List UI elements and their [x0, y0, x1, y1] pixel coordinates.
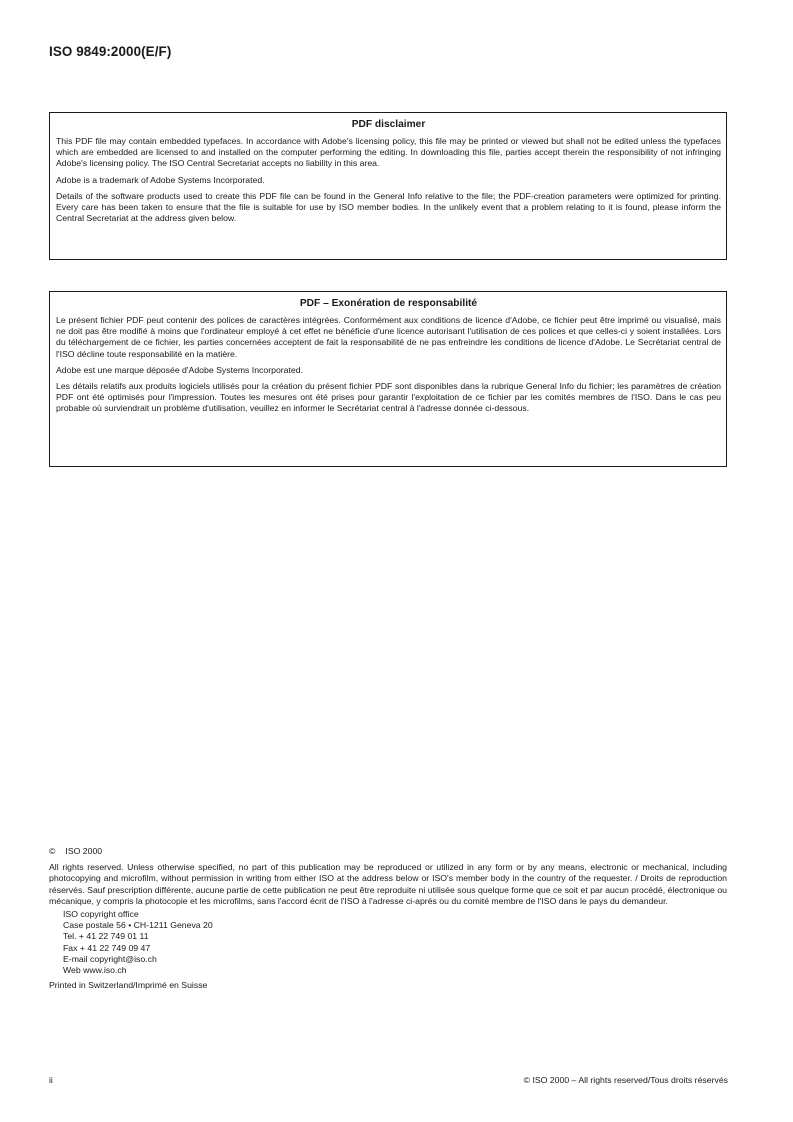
pdf-disclaimer-box-french: [49, 291, 727, 467]
disclaimer-paragraph: Le présent fichier PDF peut contenir des polices de caractères intégrées. Conformément aux conditions de licence d'Adobe, ce fichier peut être imprimé ou visualisé, mais ne doit pas être modifié à moins que l'ordinateur employé à cet effet ne bénéficie d'une licence autorisant l'utilisation de ces polices et que celles-ci y soient installées. Lors du téléchargement de ce fichier, les parties concernées acceptent de fait la responsabilité de ne pas enfreindre les conditions de licence d'Adobe. Le Secrétariat central de l'ISO décline toute responsabilité en la matière.: [56, 315, 721, 359]
printed-location: Printed in Switzerland/Imprimé en Suisse: [49, 980, 208, 991]
copyright-icon: ©: [49, 846, 56, 856]
address-line-fax: Fax + 41 22 749 09 47: [63, 942, 151, 953]
address-line: Case postale 56 • CH-1211 Geneva 20: [63, 920, 213, 931]
address-line-phone: Tel. + 41 22 749 01 11: [63, 931, 149, 942]
copyright-rights-text: All rights reserved. Unless otherwise specified, no part of this publication may be reproduced or utilized in any form or by any means, electronic or mechanical, including photocopying and microfilm, without permission in writing from either ISO at the address below or ISO's member body in the country of the requester. / Droits de reproduction réservés. Sauf prescription différente, aucune partie de cette publication ne peut être reproduite ni utilisée sous quelque forme que ce soit et par aucun procédé, électronique ou mécanique, y compris la photocopie et les microfilms, sans l'accord écrit de l'ISO à l'adresse ci-après ou du comité membre de l'ISO dans le pays du demandeur.: [49, 862, 727, 906]
address-line-email: E-mail copyright@iso.ch: [63, 953, 157, 964]
copyright-holder: ISO 2000: [65, 846, 103, 856]
disclaimer-paragraph: This PDF file may contain embedded typefaces. In accordance with Adobe's licensing policy, this file may be printed or viewed but shall not be edited unless the typefaces which are embedded are licensed to and installed on the computer performing the editing. In downloading this file, parties accept therein the responsibility of not infringing Adobe's licensing policy. The ISO Central Secretariat accepts no liability in this area.: [56, 136, 721, 169]
document-id: ISO 9849:2000(E/F): [49, 44, 172, 59]
page-number: ii: [49, 1075, 53, 1085]
copyright-section: [49, 846, 727, 991]
copyright-heading: [49, 846, 727, 857]
disclaimer-title: PDF disclaimer: [351, 119, 426, 130]
disclaimer-paragraph: Les détails relatifs aux produits logiciels utilisés pour la création du présent fichier PDF sont disponibles dans la rubrique General Info du fichier; les paramètres de création PDF ont été optimisés pour l'impression. Toutes les mesures ont été prises pour garantir l'exploitation de ce fichier par les comités membres de l'ISO. Dans le cas peu probable où surviendrait un problème d'utilisation, veuillez en informer le Secrétariat central à l'adresse donnée ci-dessous.: [56, 381, 721, 414]
address-line-web: Web www.iso.ch: [63, 965, 127, 976]
disclaimer-paragraph: Adobe is a trademark of Adobe Systems Incorporated.: [56, 174, 265, 185]
disclaimer-paragraph: Details of the software products used to create this PDF file can be found in the General Info relative to the file; the PDF-creation parameters were optimized for printing. Every care has been taken to ensure that the file is suitable for use by ISO member bodies. In the unlikely event that a problem relating to it is found, please inform the Central Secretariat at the address given below.: [56, 190, 721, 224]
iso-copyright-office-address: [63, 909, 727, 976]
disclaimer-title: PDF – Exonération de responsabilité: [299, 298, 478, 309]
address-line: ISO copyright office: [63, 909, 139, 920]
disclaimer-paragraph: Adobe est une marque déposée d'Adobe Systems Incorporated.: [56, 364, 303, 375]
pdf-disclaimer-box-english: [49, 112, 727, 260]
footer-copyright: © ISO 2000 – All rights reserved/Tous droits réservés: [523, 1075, 728, 1085]
